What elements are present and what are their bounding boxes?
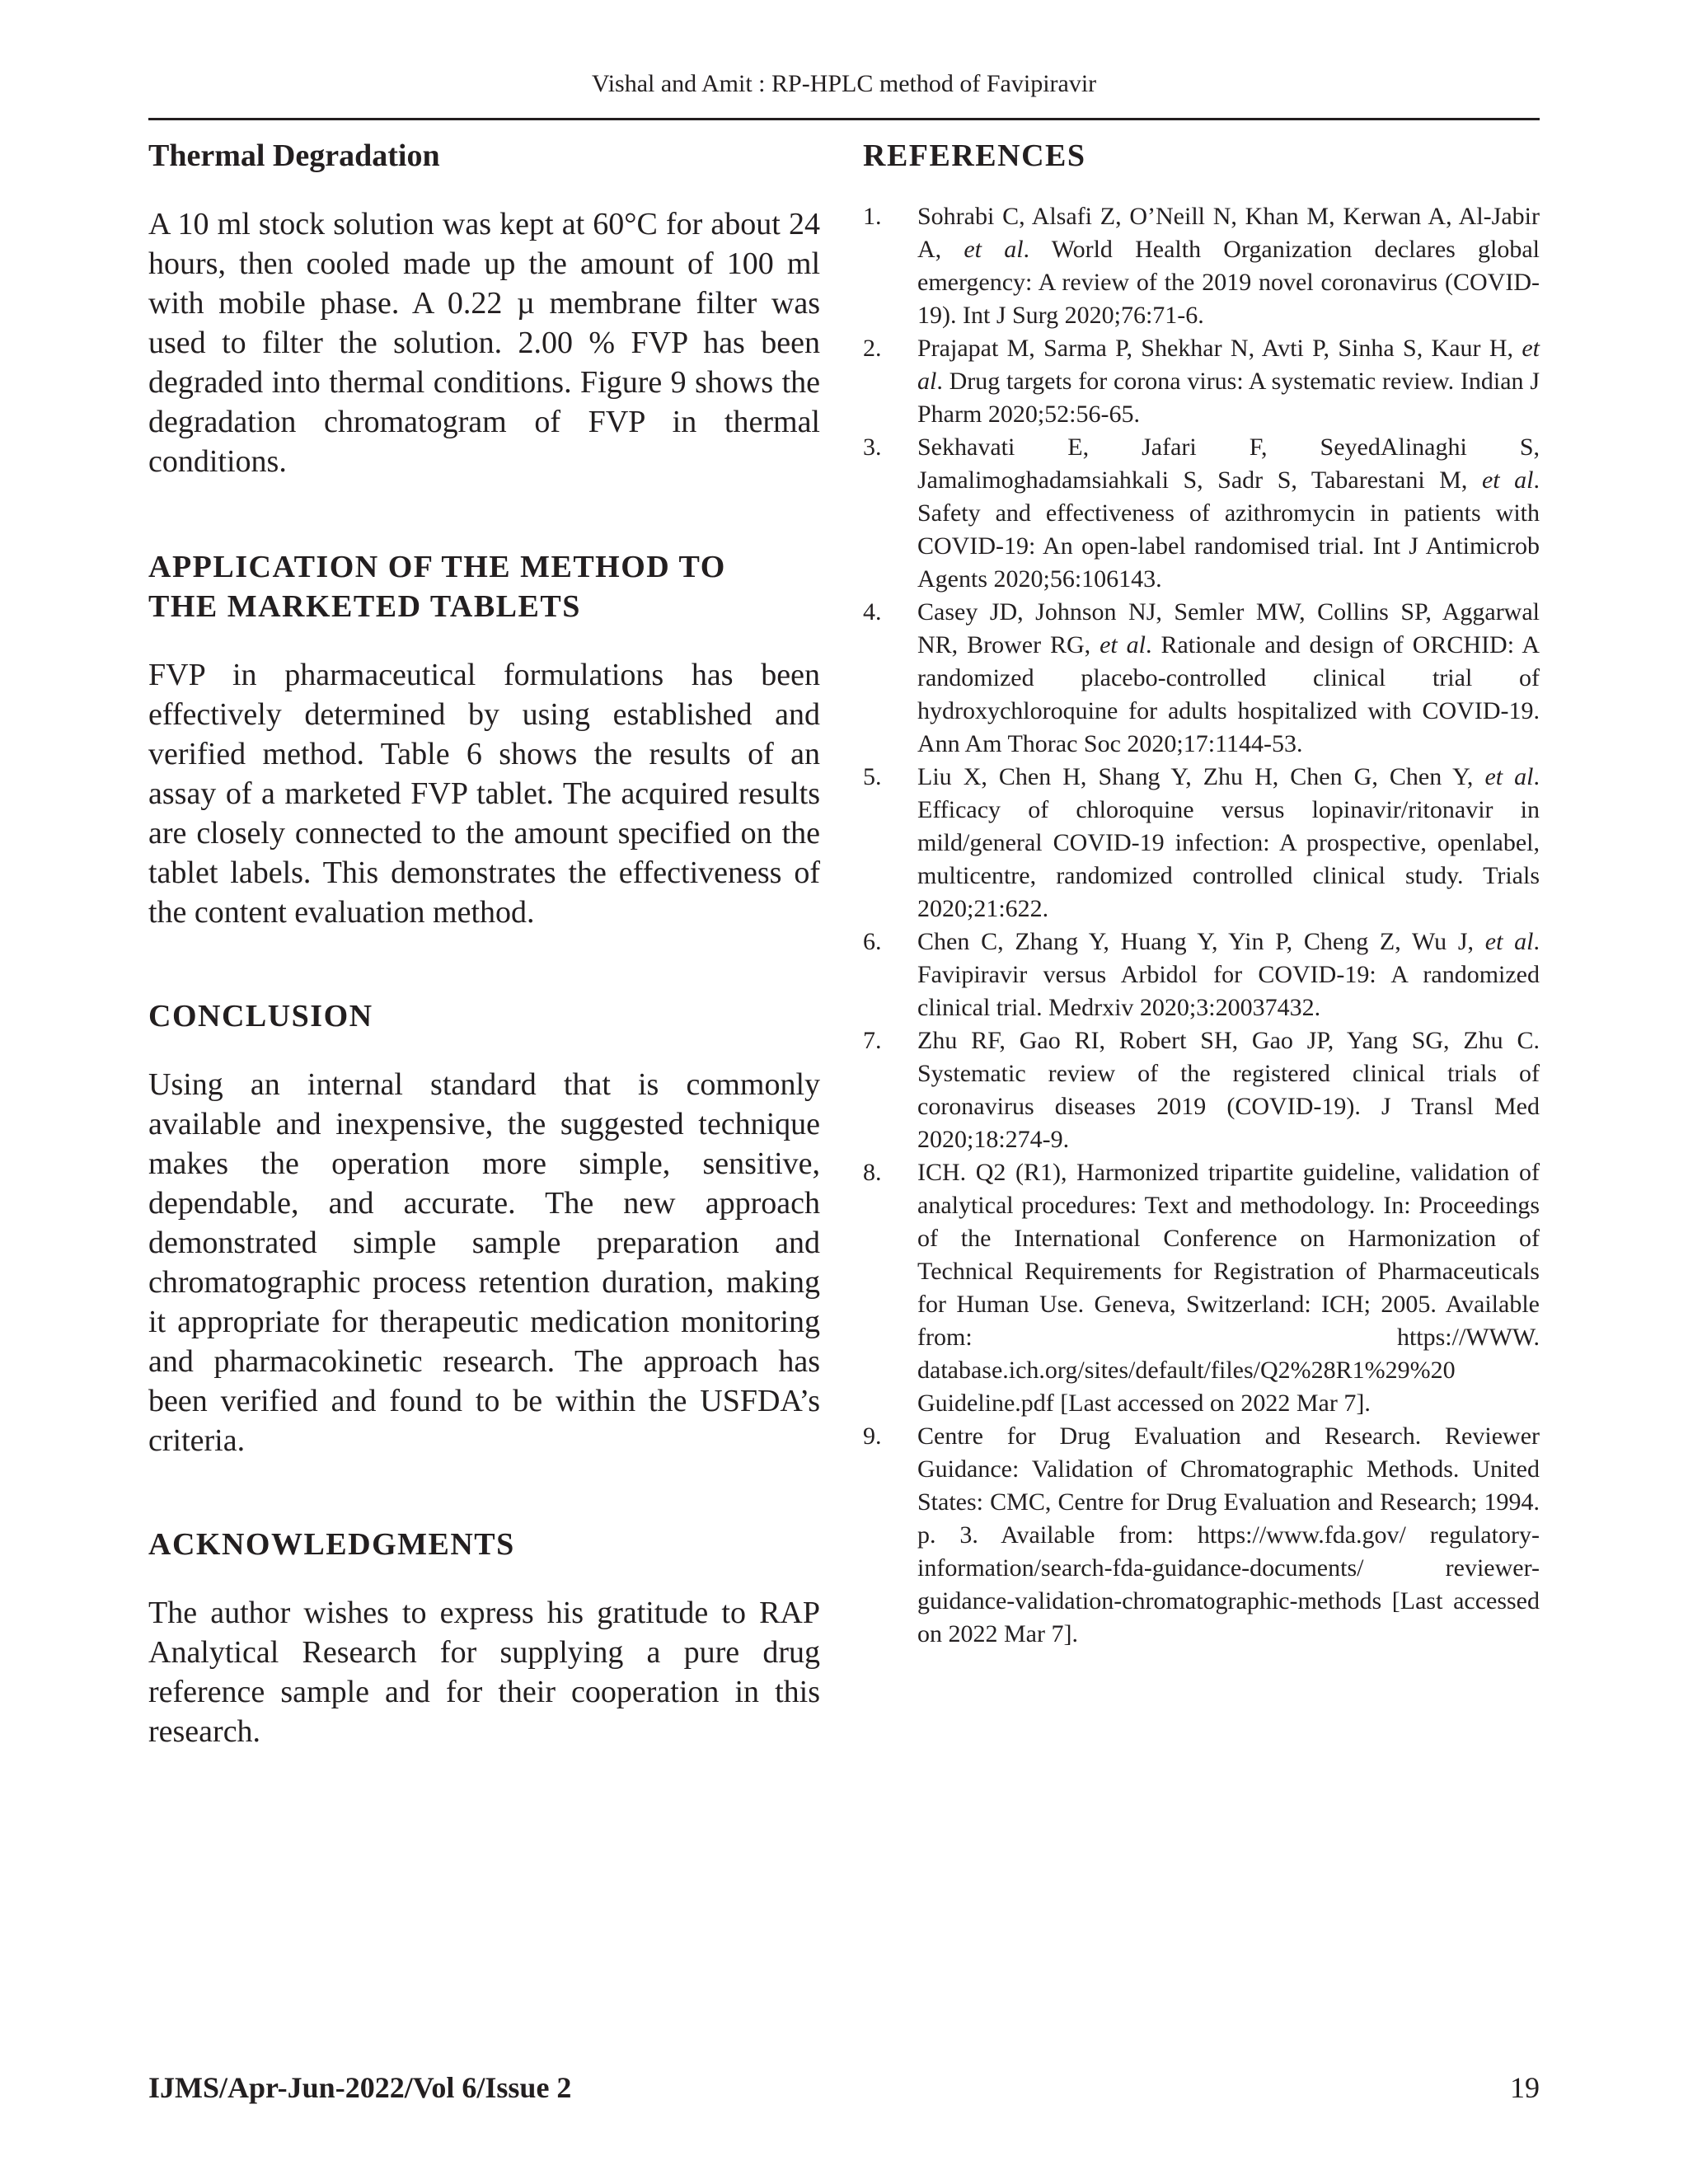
reference-text: Casey JD, Johnson NJ, Semler MW, Collins SP, Aggarwal NR, Brower RG, — [917, 598, 1540, 658]
reference-text-end: . Favipiravir versus Arbidol for COVID-19: A randomized clinical trial. Medrxiv 2020;3:20037432. — [917, 928, 1540, 1021]
reference-text-end: . Rationale and design of ORCHID: A randomized placebo-controlled clinical trial of hydroxychloroquine for adults hospitalized with COVID-19. Ann Am Thorac Soc 2020;17:1144-53. — [917, 631, 1540, 757]
journal-citation: IJMS/Apr-Jun-2022/Vol 6/Issue 2 — [148, 2071, 572, 2104]
reference-text: Sohrabi C, Alsafi Z, O’Neill N, Khan M, Kerwan A, Al-Jabir A, — [917, 203, 1540, 263]
thermal-degradation-text: A 10 ml stock solution was kept at 60°C for about 24 hours, then cooled made up the amount of 100 ml with mobile phase. A 0.22 µ membrane filter was used to filter the solution. 2.00 % FVP has been degraded into thermal conditions. Figure 9 shows the degradation chromatogram of FVP in thermal conditions. — [148, 207, 820, 479]
reference-text: ICH. Q2 (R1), Harmonized tripartite guideline, validation of analytical procedures: Text and methodology. In: Proceedings of the International Conference on Harmonization of Technical Requirements for Registration of Pharmaceuticals for Human Use. Geneva, Switzerland: ICH; 2005. Available from: https://WWW. database.ich.org/sites/default/files/Q2%28R1%29%20 Guideline.pdf [Last accessed on 2022 Mar 7]. — [917, 1159, 1540, 1417]
application-heading-line2: THE MARKETED TABLETS — [148, 589, 581, 624]
references-heading: REFERENCES — [863, 138, 1086, 173]
reference-item — [863, 200, 1540, 332]
references-list — [863, 200, 1540, 1651]
reference-number: 8. — [863, 1159, 882, 1186]
reference-number: 2. — [863, 335, 882, 362]
reference-item — [863, 1024, 1540, 1156]
reference-text-end: . World Health Organization declares global emergency: A review of the 2019 novel coronavirus (COVID-19). Int J Surg 2020;76:71-6. — [917, 236, 1540, 329]
reference-etal: et al — [1100, 631, 1146, 658]
application-heading-line1: APPLICATION OF THE METHOD TO — [148, 550, 726, 584]
reference-etal: et al — [1481, 466, 1534, 494]
reference-text-end: . Efficacy of chloroquine versus lopinavir/ritonavir in mild/general COVID-19 infection: A prospective, openlabel, multicentre, randomized controlled clinical study. Trials 2020;21:622. — [917, 763, 1540, 922]
reference-text: Prajapat M, Sarma P, Shekhar N, Avti P, Sinha S, Kaur H, — [917, 335, 1522, 362]
reference-item — [863, 761, 1540, 926]
reference-text: Liu X, Chen H, Shang Y, Zhu H, Chen G, Chen Y, — [917, 763, 1485, 790]
reference-etal: et al — [964, 236, 1024, 263]
reference-item — [863, 332, 1540, 431]
reference-etal: et al — [1484, 928, 1534, 955]
reference-text-end: . Safety and effectiveness of azithromycin in patients with COVID-19: An open-label randomised trial. Int J Antimicrob Agents 2020;56:106143. — [917, 466, 1540, 593]
reference-text: Chen C, Zhang Y, Huang Y, Yin P, Cheng Z, Wu J, — [917, 928, 1485, 955]
reference-item — [863, 1420, 1540, 1651]
application-text: FVP in pharmaceutical formulations has been effectively determined by using established and verified method. Table 6 shows the results of an assay of a marketed FVP tablet. The acquired results are closely connected to the amount specified on the tablet labels. This demonstrates the effectiveness of the content evaluation method. — [148, 658, 820, 930]
header-rule — [148, 118, 1540, 120]
reference-item — [863, 1156, 1540, 1420]
application-heading — [148, 547, 820, 626]
reference-number: 4. — [863, 598, 882, 626]
right-column — [863, 136, 1540, 1651]
acknowledgments-heading: ACKNOWLEDGMENTS — [148, 1527, 515, 1562]
reference-item — [863, 596, 1540, 761]
reference-text: Zhu RF, Gao RI, Robert SH, Gao JP, Yang SG, Zhu C. Systematic review of the registered clinical trials of coronavirus diseases 2019 (COVID-19). J Transl Med 2020;18:274-9. — [917, 1027, 1540, 1153]
reference-number: 5. — [863, 763, 882, 790]
left-column — [148, 136, 820, 1751]
acknowledgments-text: The author wishes to express his gratitude to RAP Analytical Research for supplying a pure drug reference sample and for their cooperation in this research. — [148, 1596, 820, 1749]
reference-etal: et al — [917, 335, 1540, 395]
conclusion-text: Using an internal standard that is commonly available and inexpensive, the suggested technique makes the operation more simple, sensitive, dependable, and accurate. The new approach demonstrated simple sample preparation and chromatographic process retention duration, making it appropriate for therapeutic medication monitoring and pharmacokinetic research. The approach has been verified and found to be within the USFDA’s criteria. — [148, 1067, 820, 1458]
reference-item — [863, 431, 1540, 596]
running-header: Vishal and Amit : RP-HPLC method of Favipiravir — [591, 70, 1097, 97]
reference-number: 7. — [863, 1027, 882, 1054]
reference-item — [863, 926, 1540, 1024]
reference-number: 9. — [863, 1422, 882, 1450]
page-number: 19 — [1510, 2071, 1540, 2104]
reference-text: Centre for Drug Evaluation and Research. Reviewer Guidance: Validation of Chromatographic Methods. United States: CMC, Centre for Drug Evaluation and Research; 1994. p. 3. Available from: https://www.fda.gov/ regulatory-information/search-fda-guidance-documents/ reviewer-guidance-validation-chromatographic-methods [Last accessed on 2022 Mar 7]. — [917, 1422, 1540, 1647]
reference-number: 3. — [863, 434, 882, 461]
reference-text: Sekhavati E, Jafari F, SeyedAlinaghi S, Jamalimoghadamsiahkali S, Sadr S, Tabarestani M, — [917, 434, 1540, 494]
reference-etal: et al — [1484, 763, 1534, 790]
thermal-degradation-heading: Thermal Degradation — [148, 138, 440, 173]
conclusion-heading: CONCLUSION — [148, 999, 373, 1033]
reference-number: 1. — [863, 203, 882, 230]
reference-text-end: . Drug targets for corona virus: A systematic review. Indian J Pharm 2020;52:56-65. — [917, 368, 1540, 428]
reference-number: 6. — [863, 928, 882, 955]
